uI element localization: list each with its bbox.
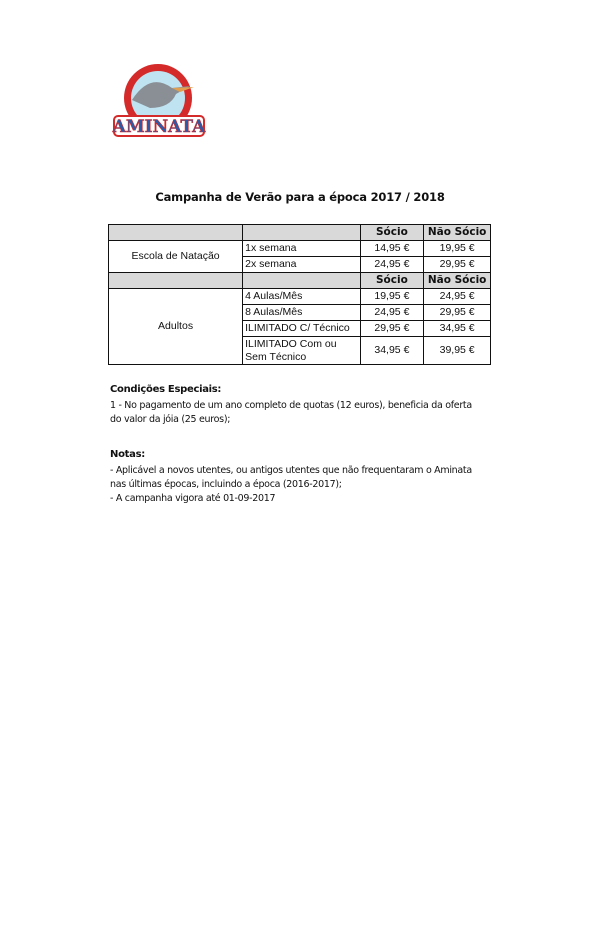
item-label: 4 Aulas/Mês — [243, 289, 360, 305]
table-header-row — [109, 225, 491, 241]
price-socio: 24,95 € — [360, 257, 424, 273]
header-socio: Sócio — [360, 225, 424, 241]
logo-text: AMINATA — [112, 117, 206, 137]
price-nao-socio: 24,95 € — [424, 289, 491, 305]
notes-heading: Notas: — [110, 449, 145, 460]
conditions-heading: Condições Especiais: — [110, 384, 222, 395]
note-item: - A campanha vigora até 01-09-2017 — [110, 493, 276, 504]
table-header-row — [109, 273, 491, 289]
price-table — [108, 224, 491, 365]
special-conditions — [110, 383, 480, 427]
group-label: Adultos — [109, 289, 243, 365]
item-label: 1x semana — [243, 241, 360, 257]
price-nao-socio: 34,95 € — [424, 321, 491, 337]
page-title: Campanha de Verão para a época 2017 / 2018 — [155, 190, 445, 204]
group-label: Escola de Natação — [109, 241, 243, 273]
price-nao-socio: 19,95 € — [424, 241, 491, 257]
header-socio: Sócio — [360, 273, 424, 289]
price-socio: 14,95 € — [360, 241, 424, 257]
header-nao-socio: Não Sócio — [424, 225, 491, 241]
note-item: - Aplicável a novos utentes, ou antigos utentes que não frequentaram o Aminata nas últimas épocas, incluindo a época (2016-2017); — [110, 465, 472, 490]
price-socio: 24,95 € — [360, 305, 424, 321]
notes — [110, 448, 480, 506]
aminata-logo — [110, 62, 210, 144]
item-label: 8 Aulas/Mês — [243, 305, 360, 321]
price-socio: 34,95 € — [360, 337, 424, 365]
price-nao-socio: 29,95 € — [424, 305, 491, 321]
table-row — [109, 289, 491, 305]
table-row — [109, 241, 491, 257]
price-nao-socio: 29,95 € — [424, 257, 491, 273]
item-label: ILIMITADO C/ Técnico — [243, 321, 360, 337]
item-label: ILIMITADO Com ou Sem Técnico — [243, 337, 360, 365]
condition-item: 1 - No pagamento de um ano completo de quotas (12 euros), beneficia da oferta do valor da jóia (25 euros); — [110, 400, 472, 425]
price-socio: 29,95 € — [360, 321, 424, 337]
item-label: 2x semana — [243, 257, 360, 273]
price-socio: 19,95 € — [360, 289, 424, 305]
header-nao-socio: Não Sócio — [424, 273, 491, 289]
price-nao-socio: 39,95 € — [424, 337, 491, 365]
